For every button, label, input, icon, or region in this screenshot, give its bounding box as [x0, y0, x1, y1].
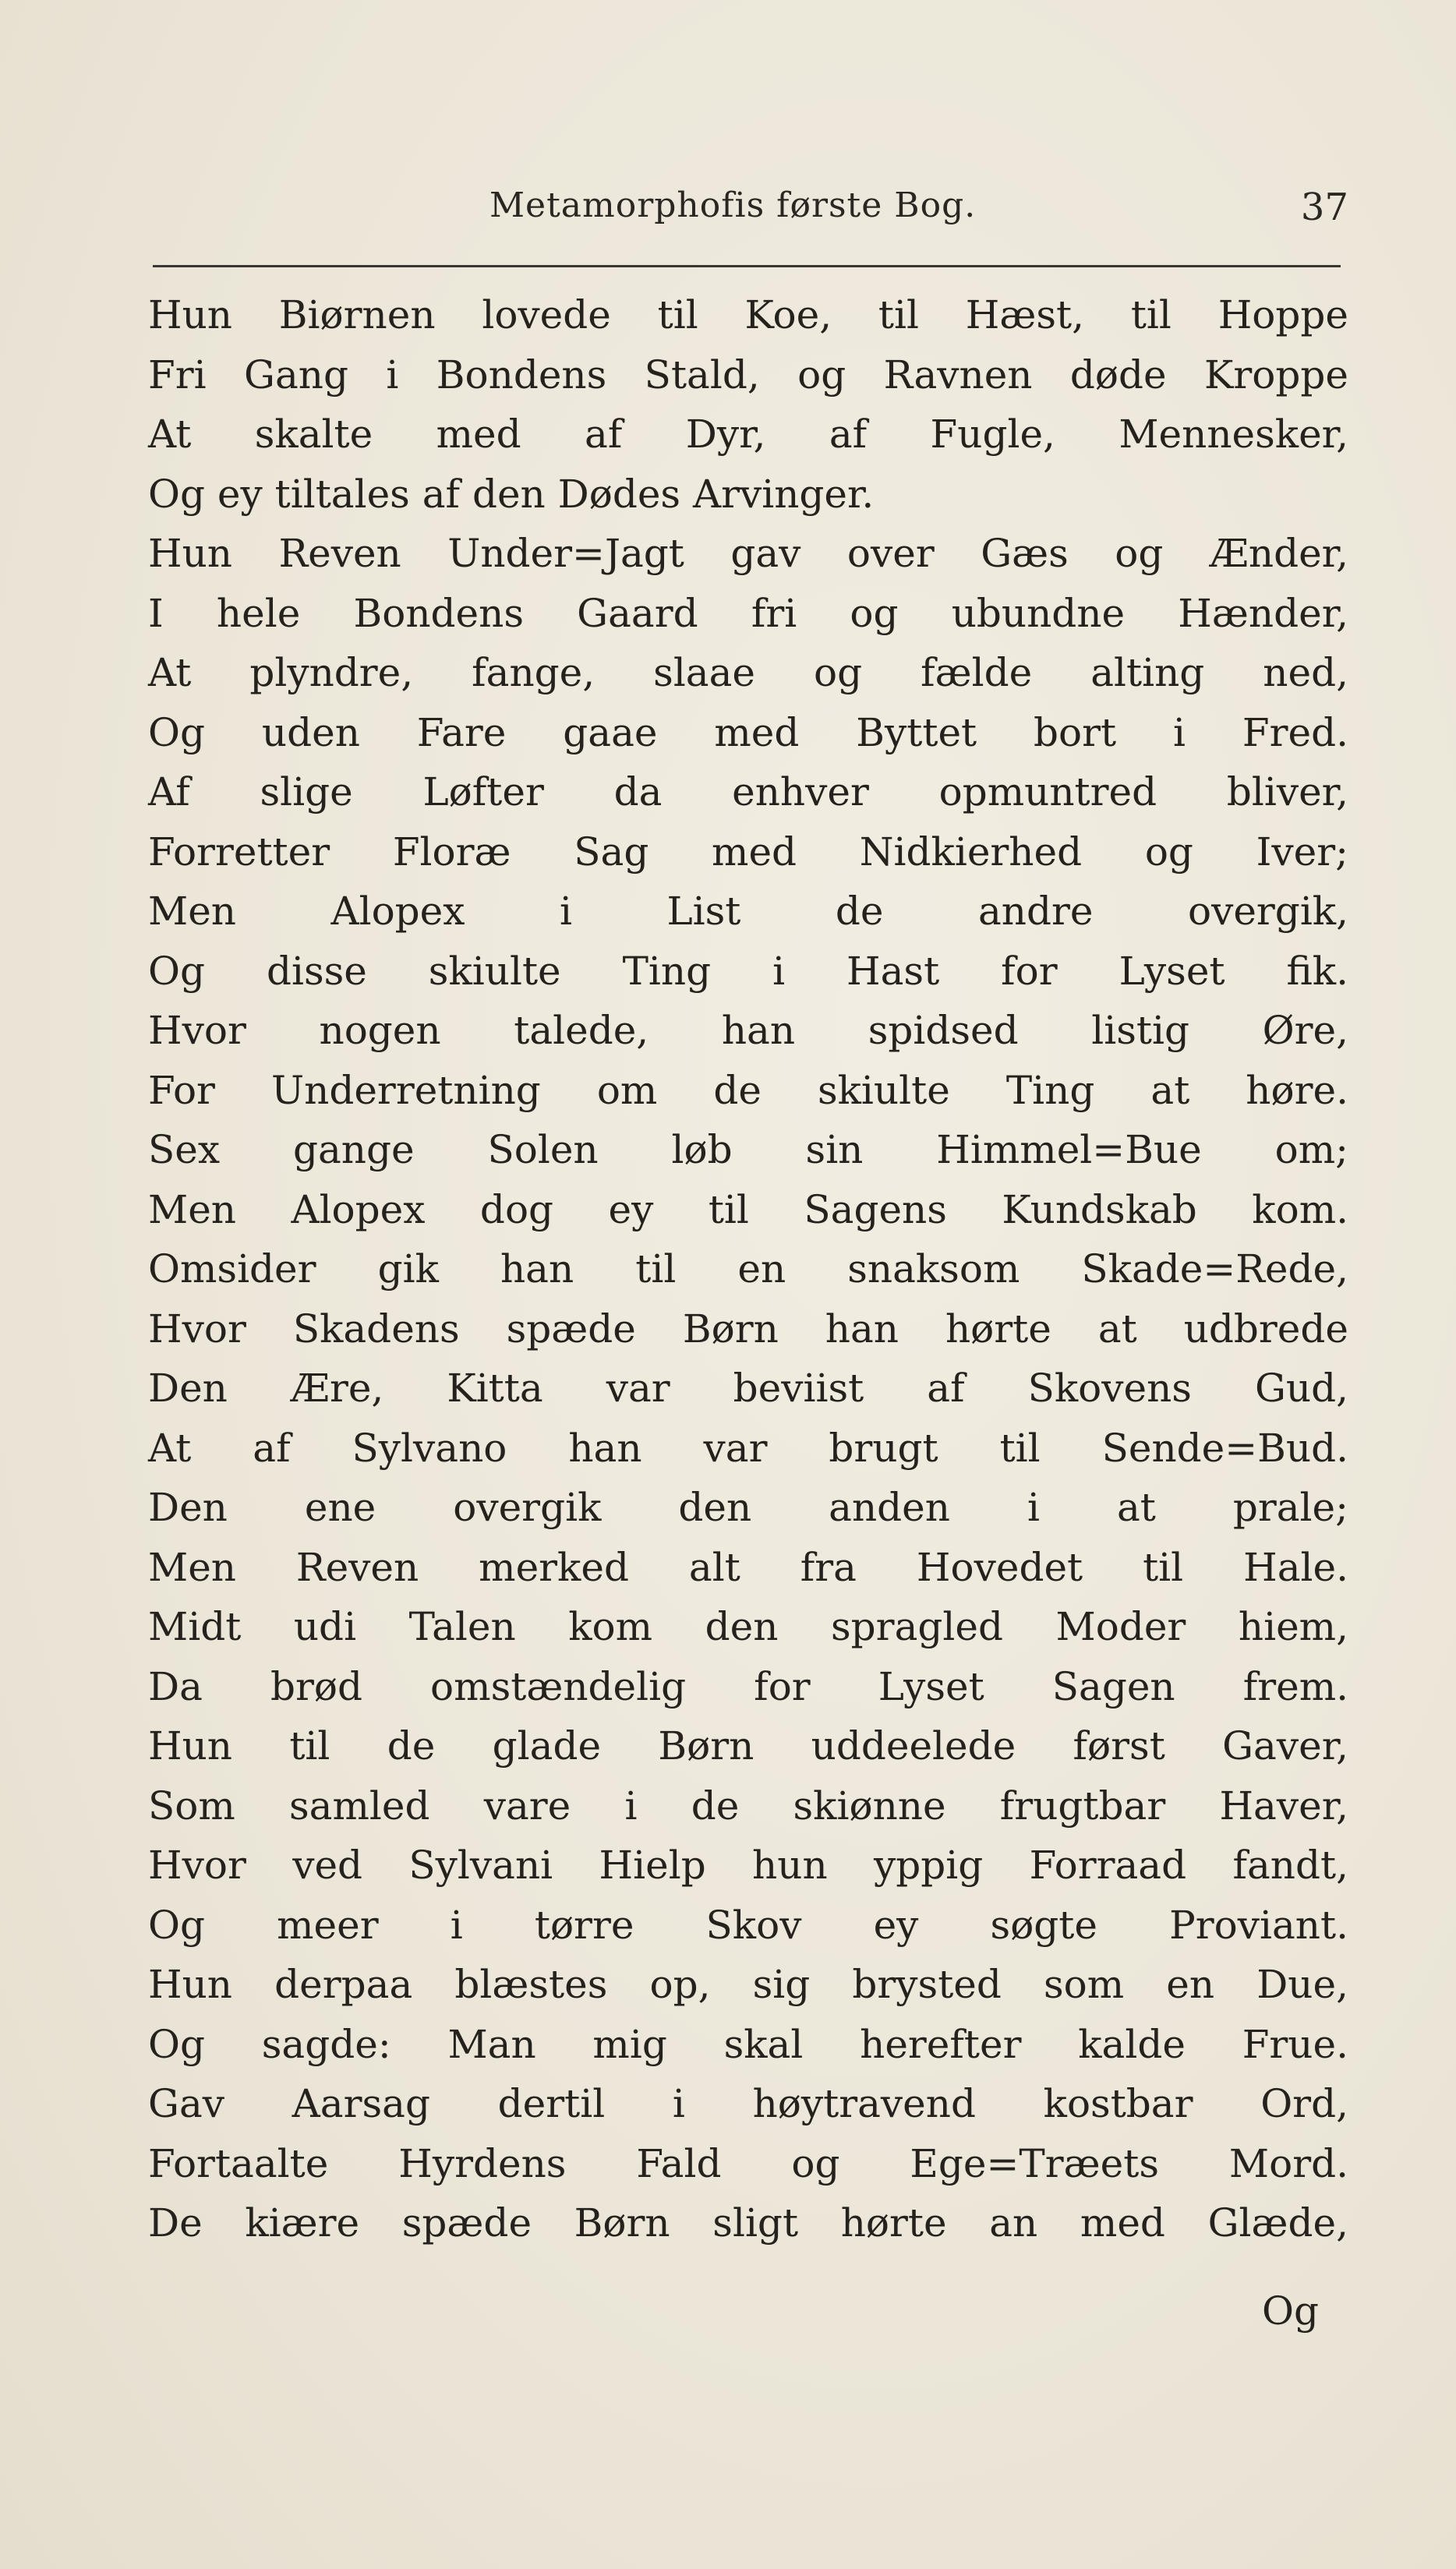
- verse-line: Hvor ved Sylvani Hielp hun yppig Forraad fandt,: [148, 1843, 1348, 1888]
- verse-line: Hun til de glade Børn uddeelede først Gaver,: [148, 1723, 1348, 1769]
- verse-line: I hele Bondens Gaard fri og ubundne Hænder,: [148, 590, 1348, 636]
- verse-line: Fri Gang i Bondens Stald, og Ravnen døde Kroppe: [148, 352, 1348, 398]
- verse-line: Hvor Skadens spæde Børn han hørte at udbrede: [148, 1306, 1348, 1352]
- verse-line: Forretter Floræ Sag med Nidkierhed og Iver;: [148, 829, 1348, 875]
- verse-line: At plyndre, fange, slaae og fælde alting ned,: [148, 650, 1348, 695]
- verse-line: De kiære spæde Børn sligt hørte an med Glæde,: [148, 2200, 1348, 2246]
- verse-line: Og uden Fare gaae med Byttet bort i Fred.: [148, 709, 1348, 755]
- verse-line: Midt udi Talen kom den spragled Moder hiem,: [148, 1604, 1348, 1649]
- verse-line: Hun Biørnen lovede til Koe, til Hæst, til Hoppe: [148, 292, 1348, 337]
- verse-line: At skalte med af Dyr, af Fugle, Mennesker,: [148, 412, 1348, 457]
- page-number: 37: [1300, 186, 1348, 229]
- verse-line: Sex gange Solen løb sin Himmel=Bue om;: [148, 1127, 1348, 1172]
- verse-line: Da brød omstændelig for Lyset Sagen frem.: [148, 1663, 1348, 1709]
- verse-line: Den ene overgik den anden i at prale;: [148, 1485, 1348, 1530]
- verse-line: Og sagde: Man mig skal herefter kalde Frue.: [148, 2021, 1348, 2067]
- page-header: [148, 186, 1348, 248]
- verse-line: Men Alopex dog ey til Sagens Kundskab kom.: [148, 1186, 1348, 1232]
- verse-line: Men Reven merked alt fra Hovedet til Hale.: [148, 1544, 1348, 1590]
- verse-line: At af Sylvano han var brugt til Sende=Bud.: [148, 1425, 1348, 1471]
- verse-line: Og disse skiulte Ting i Hast for Lyset fik.: [148, 948, 1348, 994]
- verse-line: Og meer i tørre Skov ey søgte Proviant.: [148, 1902, 1348, 1948]
- verse-line: Men Alopex i List de andre overgik,: [148, 889, 1348, 934]
- verse-line: Hun derpaa blæstes op, sig brysted som en Due,: [148, 1962, 1348, 2007]
- running-title: Metamorphofis første Bog.: [489, 186, 977, 225]
- verse-line: Hvor nogen talede, han spidsed listig Øre,: [148, 1008, 1348, 1053]
- verse-line: For Underretning om de skiulte Ting at høre.: [148, 1067, 1348, 1113]
- catchword: Og: [1262, 2288, 1319, 2334]
- verse-line: Den Ære, Kitta var beviist af Skovens Gud,: [148, 1366, 1348, 1411]
- verse-line: Omsider gik han til en snaksom Skade=Rede,: [148, 1246, 1348, 1292]
- verse-line: Som samled vare i de skiønne frugtbar Haver,: [148, 1783, 1348, 1829]
- verse-line: Gav Aarsag dertil i høytravend kostbar Ord,: [148, 2081, 1348, 2126]
- verse-line: Fortaalte Hyrdens Fald og Ege=Træets Mord.: [148, 2140, 1348, 2186]
- verse-line: Hun Reven Under=Jagt gav over Gæs og Ænder,: [148, 531, 1348, 576]
- verse-line: Af slige Løfter da enhver opmuntred bliver,: [148, 769, 1348, 815]
- verse-line: Og ey tiltales af den Dødes Arvinger.: [148, 471, 875, 517]
- verse-block: [148, 285, 1348, 2253]
- header-rule: [153, 265, 1341, 267]
